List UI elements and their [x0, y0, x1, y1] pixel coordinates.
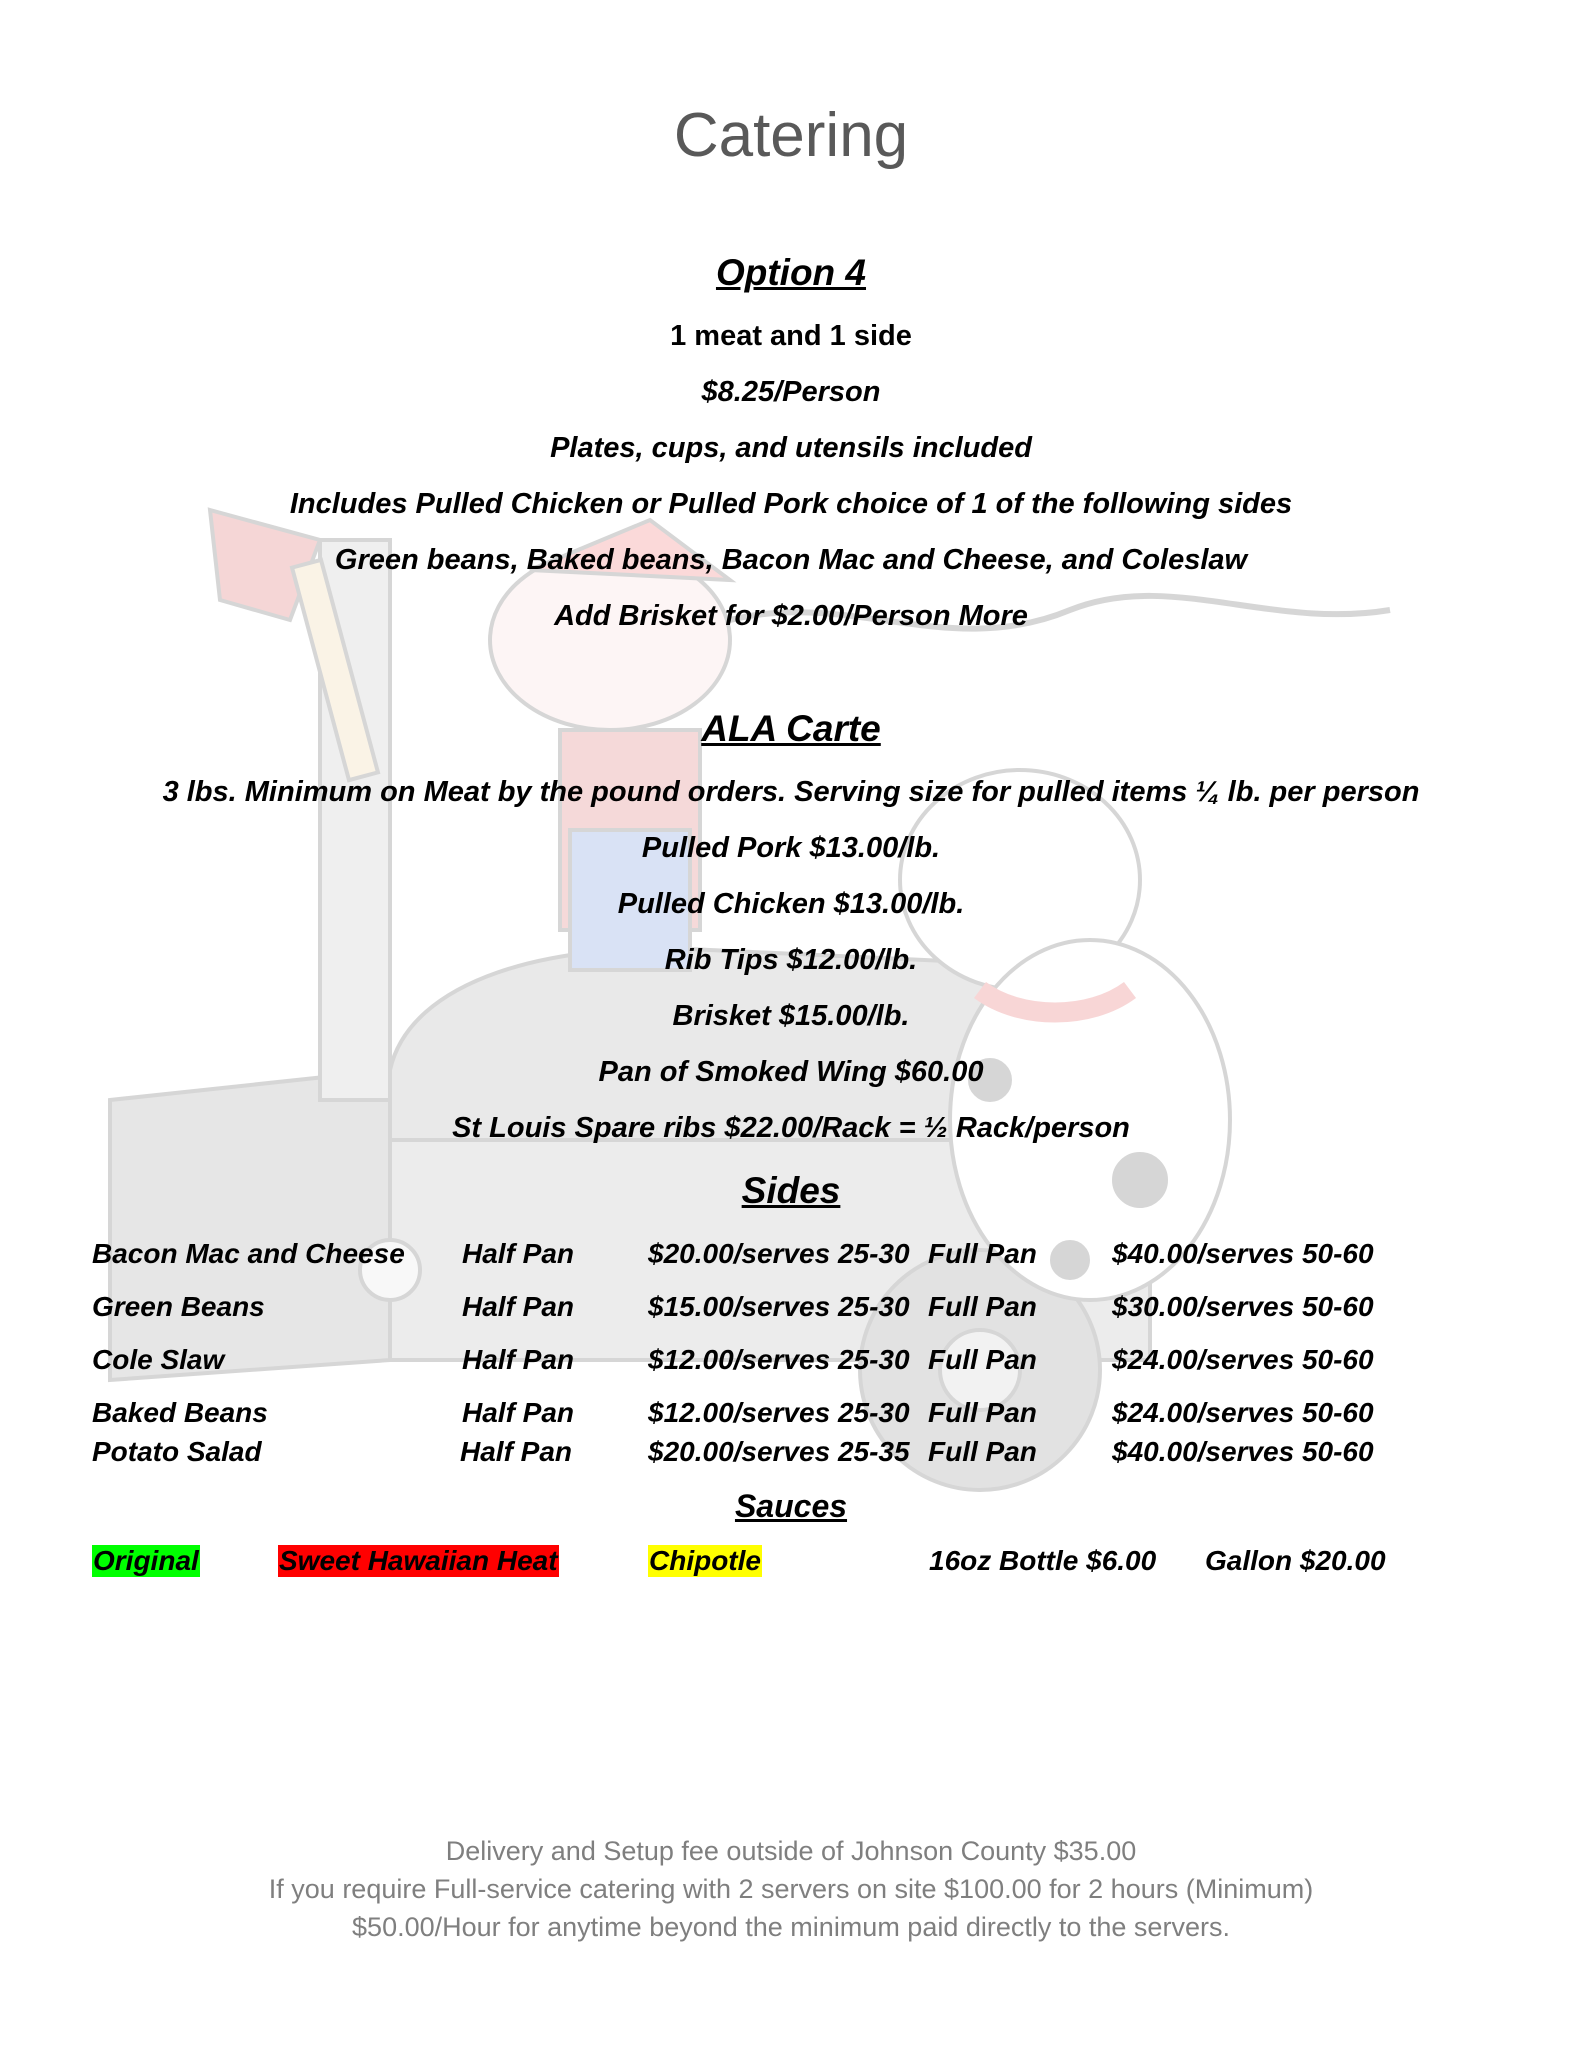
side-name: Potato Salad	[92, 1436, 262, 1467]
full-pan-label: Full Pan	[928, 1238, 1037, 1269]
half-pan-label: Half Pan	[460, 1436, 573, 1467]
side-name: Bacon Mac and Cheese	[92, 1238, 405, 1269]
sauce-sweet-hawaiian-heat: Sweet Hawaiian Heat	[279, 1545, 558, 1576]
sides-row	[0, 1238, 1582, 1278]
sauce-chipotle: Chipotle	[649, 1545, 761, 1576]
option4-line: 1 meat and 1 side	[670, 320, 912, 352]
half-pan-price: $20.00/serves 25-30	[648, 1238, 910, 1269]
full-pan-price: $24.00/serves 50-60	[1112, 1344, 1374, 1375]
half-pan-price: $15.00/serves 25-30	[648, 1291, 910, 1322]
side-name: Baked Beans	[92, 1397, 268, 1428]
sides-row	[0, 1436, 1582, 1476]
half-pan-price: $12.00/serves 25-30	[648, 1344, 910, 1375]
page-title: Catering	[673, 101, 909, 170]
side-name: Cole Slaw	[92, 1344, 225, 1375]
half-pan-label: Half Pan	[462, 1238, 575, 1269]
ala-carte-line: Rib Tips $12.00/lb.	[664, 944, 918, 976]
footer-delivery-fee: Delivery and Setup fee outside of Johnson County $35.00	[445, 1836, 1137, 1866]
sauce-gallon-price: Gallon $20.00	[1205, 1545, 1386, 1576]
option4-line: Add Brisket for $2.00/Person More	[554, 600, 1028, 632]
sides-row	[0, 1344, 1582, 1384]
sides-heading: Sides	[741, 1170, 841, 1211]
half-pan-label: Half Pan	[462, 1397, 575, 1428]
sauces-heading: Sauces	[734, 1488, 848, 1524]
footer-hourly-rate: $50.00/Hour for anytime beyond the minimum paid directly to the servers.	[352, 1912, 1230, 1942]
option4-line: Green beans, Baked beans, Bacon Mac and Cheese, and Coleslaw	[334, 544, 1248, 576]
ala-carte-line: St Louis Spare ribs $22.00/Rack = ½ Rack/person	[452, 1112, 1130, 1144]
sides-row	[0, 1397, 1582, 1437]
ala-carte-heading: ALA Carte	[701, 708, 881, 749]
half-pan-price: $12.00/serves 25-30	[648, 1397, 910, 1428]
option4-line: Includes Pulled Chicken or Pulled Pork choice of 1 of the following sides	[289, 488, 1293, 520]
footer-full-service: If you require Full-service catering with 2 servers on site $100.00 for 2 hours (Minimum)	[268, 1874, 1314, 1904]
half-pan-label: Half Pan	[462, 1291, 575, 1322]
half-pan-price: $20.00/serves 25-35	[648, 1436, 910, 1467]
ala-carte-line: Pulled Chicken $13.00/lb.	[617, 888, 965, 920]
ala-carte-line: Pan of Smoked Wing $60.00	[598, 1056, 984, 1088]
sauce-original: Original	[93, 1545, 199, 1576]
option4-price: $8.25/Person	[701, 376, 881, 408]
full-pan-price: $40.00/serves 50-60	[1112, 1436, 1374, 1467]
side-name: Green Beans	[92, 1291, 265, 1322]
sauce-bottle-price: 16oz Bottle $6.00	[929, 1545, 1157, 1576]
ala-carte-line: Brisket $15.00/lb.	[672, 1000, 910, 1032]
full-pan-label: Full Pan	[928, 1291, 1037, 1322]
option4-line: Plates, cups, and utensils included	[550, 432, 1032, 464]
full-pan-price: $40.00/serves 50-60	[1112, 1238, 1374, 1269]
ala-carte-line: Pulled Pork $13.00/lb.	[641, 832, 941, 864]
option4-heading: Option 4	[715, 252, 867, 293]
full-pan-label: Full Pan	[928, 1436, 1037, 1467]
full-pan-price: $24.00/serves 50-60	[1112, 1397, 1374, 1428]
sides-row	[0, 1291, 1582, 1331]
full-pan-label: Full Pan	[928, 1344, 1037, 1375]
full-pan-price: $30.00/serves 50-60	[1112, 1291, 1374, 1322]
ala-carte-line: 3 lbs. Minimum on Meat by the pound orders. Serving size for pulled items ¼ lb. per person	[162, 776, 1420, 808]
full-pan-label: Full Pan	[928, 1397, 1037, 1428]
half-pan-label: Half Pan	[462, 1344, 575, 1375]
